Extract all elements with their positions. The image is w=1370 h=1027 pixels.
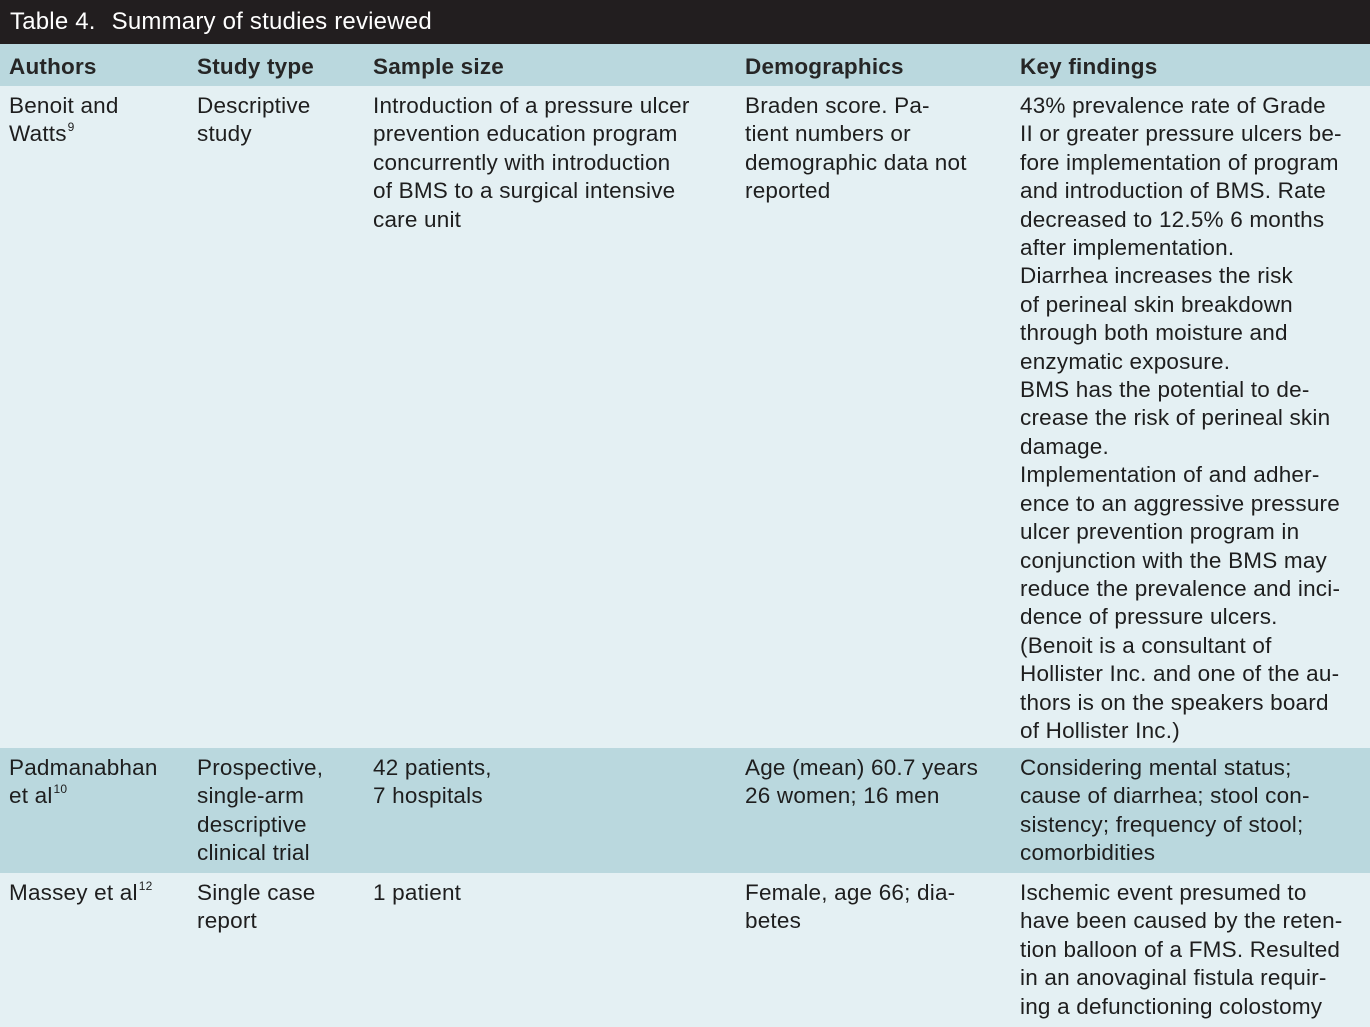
demographics-cell <box>745 92 967 206</box>
cell-line: tion balloon of a FMS. Resulted <box>1020 936 1341 962</box>
cell-line: have been caused by the reten- <box>1020 908 1343 934</box>
cell-line: Diarrhea increases the risk <box>1020 263 1294 289</box>
key-findings-cell <box>1020 754 1310 868</box>
cell-line: of perineal skin breakdown <box>1020 291 1293 317</box>
authors-cell <box>9 754 158 814</box>
cell-line: concurrently with introduction <box>373 149 671 175</box>
cell-line: betes <box>745 908 802 934</box>
demographics-cell <box>745 879 955 936</box>
cell-line: enzymatic exposure. <box>1020 348 1231 374</box>
cell-line: in an anovaginal fistula requir- <box>1020 965 1327 991</box>
cell-line: conjunction with the BMS may <box>1020 547 1327 573</box>
cell-line: thors is on the speakers board <box>1020 689 1329 715</box>
cell-line: reduce the prevalence and inci- <box>1020 575 1341 601</box>
cell-line: II or greater pressure ulcers be- <box>1020 121 1342 147</box>
cell-line: 26 women; 16 men <box>745 783 940 809</box>
cell-line: through both moisture and <box>1020 320 1288 346</box>
cell-line: 7 hospitals <box>373 783 483 809</box>
reference-superscript: 9 <box>67 120 75 135</box>
cell-line: Ischemic event presumed to <box>1020 880 1307 905</box>
cell-line: reported <box>745 178 831 204</box>
cell-line: and introduction of BMS. Rate <box>1020 178 1326 204</box>
cell-line: 42 patients, <box>373 755 492 780</box>
cell-line: report <box>197 908 257 934</box>
cell-line: Prospective, <box>197 755 324 780</box>
table-header-row <box>0 44 1370 86</box>
cell-line: Hollister Inc. and one of the au- <box>1020 661 1340 687</box>
authors-line: et $al^{10}$ <box>9 782 68 809</box>
cell-line: of Hollister Inc.) <box>1020 717 1180 743</box>
study-type-cell <box>197 879 316 936</box>
cell-line: ing a defunctioning colostomy <box>1020 993 1323 1019</box>
cell-line: descriptive <box>197 811 307 837</box>
column-header-study-type: Study type <box>197 54 315 79</box>
cell-line: tient numbers or <box>745 121 911 147</box>
cell-line: comorbidities <box>1020 840 1156 866</box>
cell-line: prevention education program <box>373 121 678 147</box>
cell-line: Age (mean) 60.7 years <box>745 755 979 780</box>
cell-line: ence to an aggressive pressure <box>1020 490 1340 516</box>
column-header-demographics: Demographics <box>745 54 904 79</box>
cell-line: Female, age 66; dia- <box>745 880 956 905</box>
cell-line: BMS has the potential to de- <box>1020 377 1310 403</box>
reference-superscript: 12 <box>138 879 153 893</box>
table-row <box>0 748 1370 873</box>
cell-line: dence of pressure ulcers. <box>1020 604 1278 630</box>
authors-cell <box>9 92 119 152</box>
table-label: Table 4. <box>10 8 96 35</box>
sample-size-cell <box>373 92 690 234</box>
cell-line: after implementation. <box>1020 235 1235 261</box>
cell-line: Considering mental status; <box>1020 755 1292 780</box>
cell-line: 43% prevalence rate of Grade <box>1020 93 1326 118</box>
cell-line: study <box>197 121 252 147</box>
cell-line: (Benoit is a consultant of <box>1020 632 1272 658</box>
cell-line: decreased to 12.5% 6 months <box>1020 206 1325 232</box>
demographics-cell <box>745 754 978 811</box>
cell-line: clinical trial <box>197 840 310 866</box>
column-header-sample-size: Sample size <box>373 54 505 79</box>
cell-line: single-arm <box>197 783 305 809</box>
cell-line: ulcer prevention program in <box>1020 519 1300 545</box>
cell-line: cause of diarrhea; stool con- <box>1020 783 1310 809</box>
cell-line: demographic data not <box>745 149 967 175</box>
key-findings-cell <box>1020 879 1342 1021</box>
study-type-cell <box>197 92 310 149</box>
study-type-cell <box>197 754 323 868</box>
cell-line: care unit <box>373 206 462 232</box>
cell-line: fore implementation of program <box>1020 149 1339 175</box>
cell-line: crease the risk of perineal skin <box>1020 405 1331 431</box>
key-findings-cell <box>1020 92 1342 745</box>
cell-line: Descriptive <box>197 93 311 118</box>
table-row <box>0 873 1370 1027</box>
cell-line: of BMS to a surgical intensive <box>373 178 676 204</box>
cell-line: Braden score. Pa- <box>745 93 930 118</box>
cell-line: Single case <box>197 880 316 905</box>
authors-line: Padmanabhan <box>9 755 158 780</box>
cell-line: sistency; frequency of stool; <box>1020 811 1304 837</box>
cell-line: 1 patient <box>373 880 462 905</box>
cell-line: Introduction of a pressure ulcer <box>373 93 690 118</box>
table-title-bar <box>0 0 1370 44</box>
authors-cell <box>9 879 152 910</box>
authors-line: Benoit and <box>9 93 119 118</box>
authors-line: Massey et $al^{12}$ <box>9 879 153 905</box>
sample-size-cell <box>373 754 492 811</box>
table-title: Summary of studies reviewed <box>111 8 432 35</box>
authors-line: Watts$^9$ <box>9 120 75 147</box>
table-row <box>0 86 1370 748</box>
column-header-key-findings: Key findings <box>1020 54 1158 79</box>
cell-line: Implementation of and adher- <box>1020 462 1320 488</box>
reference-superscript: 10 <box>53 782 68 797</box>
column-header-authors: Authors <box>9 54 97 79</box>
sample-size-cell <box>373 879 461 907</box>
cell-line: damage. <box>1020 433 1109 459</box>
